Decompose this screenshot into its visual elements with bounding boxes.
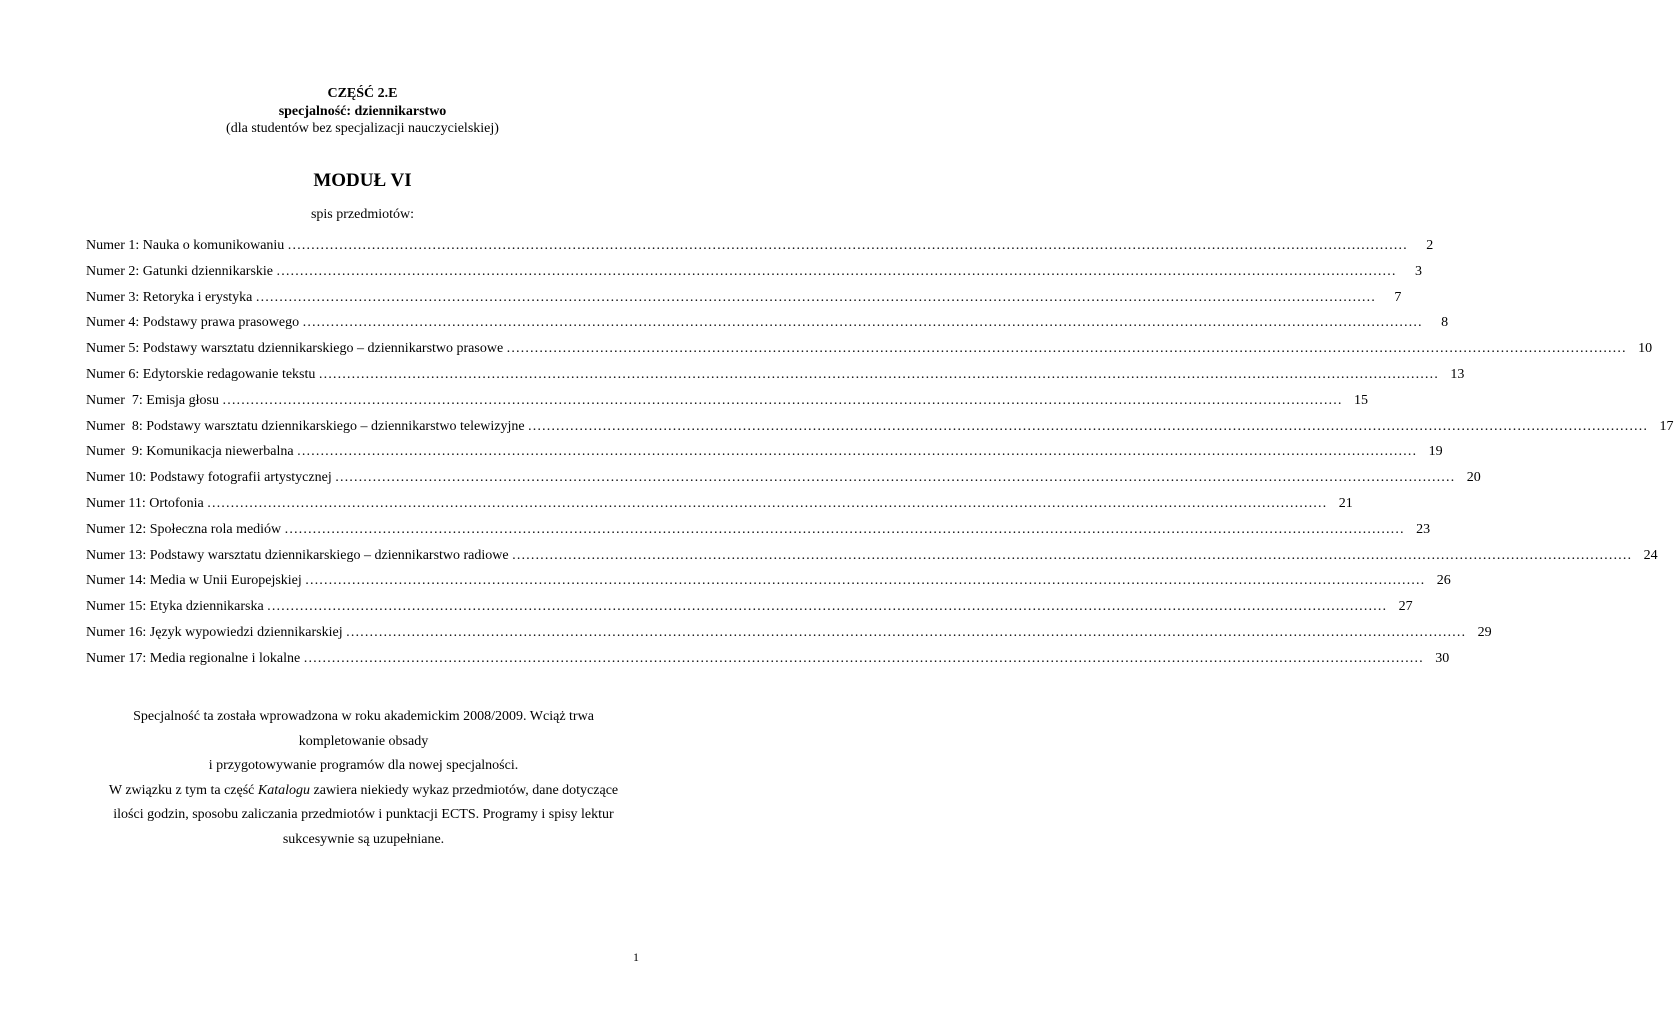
toc-leader-dots: …………………………………………………………………………………………………………………………………………………………………………………………………………………… (302, 315, 1423, 331)
toc-entry-number: Numer 9: (86, 444, 143, 460)
toc-entry-page: 20 (1466, 470, 1481, 486)
toc-entry-title: Edytorskie redagowanie tekstu (142, 366, 316, 382)
toc-leader-dots: …………………………………………………………………………………………………………………………………………………………………………………………………………………… (304, 573, 1425, 589)
note-text: W związku z tym ta część (108, 782, 258, 798)
toc-entry-number: Numer 13: (86, 547, 147, 563)
toc-entry-title: Podstawy warsztatu dziennikarskiego – dziennikarstwo telewizyjne (146, 418, 525, 434)
module-title: MODUŁ VI (313, 170, 412, 191)
page-number: 1 (633, 950, 639, 964)
toc-entry (86, 573, 1451, 599)
toc-entry (86, 444, 1443, 470)
toc-leader-dots: …………………………………………………………………………………………………………………………………………………………………………………………………………………… (511, 547, 1632, 563)
toc-entry-number: Numer 6: (86, 366, 140, 382)
toc-entry-page: 27 (1398, 599, 1413, 615)
toc-entry-number: Numer 12: (86, 521, 147, 537)
toc-leader-dots: …………………………………………………………………………………………………………………………………………………………………………………………………………………… (506, 341, 1627, 357)
toc-entry-number: Numer 14: (86, 573, 147, 589)
note-line: i przygotowywanie programów dla nowej specjalności. (208, 758, 519, 773)
toc-entry-title: Nauka o komunikowaniu (142, 238, 285, 253)
toc-entry (86, 418, 1674, 445)
toc-entry (86, 495, 1353, 522)
part-heading: CZĘŚĆ 2.E (327, 86, 398, 101)
toc-leader-dots: …………………………………………………………………………………………………………………………………………………………………………………………………………………… (345, 624, 1466, 640)
toc-entry-number: Numer 5: (86, 341, 140, 357)
toc-entry-page: 10 (1638, 341, 1653, 357)
toc-entry-title: Podstawy warsztatu dziennikarskiego – dziennikarstwo prasowe (142, 341, 504, 357)
specialty-heading: specjalność: dziennikarstwo (278, 104, 447, 119)
note-text: zawiera niekiedy wykaz przedmiotów, dane dotyczące (310, 782, 619, 798)
toc-entry-number: Numer 3: (86, 289, 140, 305)
toc-entry (86, 650, 1450, 677)
toc-entry-title: Podstawy prawa prasowego (142, 315, 300, 331)
toc-entry-page: 3 (1415, 263, 1423, 279)
specialty-note: (dla studentów bez specjalizacji nauczycielskiej) (226, 121, 499, 136)
toc-leader-dots: …………………………………………………………………………………………………………………………………………………………………………………………………………………… (334, 470, 1455, 486)
toc-leader-dots: …………………………………………………………………………………………………………………………………………………………………………………………………………………… (206, 495, 1327, 511)
toc-entry-page: 8 (1441, 315, 1449, 331)
toc-entry (86, 624, 1492, 651)
toc-entry-page: 29 (1477, 624, 1492, 640)
toc-entry-title: Ortofonia (149, 495, 204, 511)
toc-entry-number: Numer 8: (86, 418, 143, 434)
toc-entry-number: Numer 2: (86, 263, 140, 279)
toc-leader-dots: …………………………………………………………………………………………………………………………………………………………………………………………………………………… (266, 599, 1387, 615)
toc-leader-dots: …………………………………………………………………………………………………………………………………………………………………………………………………………………… (318, 366, 1439, 382)
toc-entry (86, 521, 1431, 548)
toc-entry-page: 13 (1450, 366, 1465, 382)
toc-entry-title: Podstawy warsztatu dziennikarskiego – dziennikarstwo radiowe (149, 547, 509, 563)
toc-entry (86, 263, 1423, 290)
toc-leader-dots: …………………………………………………………………………………………………………………………………………………………………………………………………………………… (527, 418, 1648, 434)
toc-entry-page: 15 (1354, 392, 1368, 408)
toc-entry-title: Media regionalne i lokalne (149, 650, 301, 666)
toc-entry (86, 315, 1449, 341)
toc-entry-page: 7 (1394, 289, 1402, 305)
toc-entry-page: 2 (1426, 238, 1434, 253)
toc-entry-number: Numer 4: (86, 315, 140, 331)
toc-leader-dots: …………………………………………………………………………………………………………………………………………………………………………………………………………………… (296, 444, 1417, 460)
toc-entry-number: Numer 15: (86, 599, 147, 615)
toc-entry-title: Media w Unii Europejskiej (149, 573, 302, 589)
toc-entry-number: Numer 16: (86, 624, 147, 640)
toc-entry-number: Numer 1: (86, 238, 140, 253)
toc-entry (86, 470, 1481, 496)
toc-entry (86, 238, 1434, 264)
toc-entry-number: Numer 10: (86, 470, 147, 486)
toc-entry-page: 30 (1435, 650, 1450, 666)
toc-entry-number: Numer 17: (86, 650, 147, 666)
toc-entry (86, 599, 1413, 625)
toc-entry-title: Komunikacja niewerbalna (146, 444, 294, 460)
toc-leader-dots: …………………………………………………………………………………………………………………………………………………………………………………………………………………… (287, 238, 1408, 253)
toc-entry-number: Numer 11: (86, 495, 146, 511)
toc-leader-dots: …………………………………………………………………………………………………………………………………………………………………………………………………………………… (303, 650, 1424, 666)
toc-entry-title: Gatunki dziennikarskie (142, 263, 274, 279)
toc-entry-page: 23 (1416, 521, 1431, 537)
catalog-word: Katalogu (257, 782, 311, 798)
toc-entry-title: Etyka dziennikarska (149, 599, 264, 615)
toc-entry (86, 392, 1368, 419)
note-line (86, 779, 641, 804)
toc-entry-title: Język wypowiedzi dziennikarskiej (149, 624, 343, 640)
toc-entry-page: 17 (1659, 418, 1674, 434)
toc-entry-title: Retoryka i erystyka (142, 289, 253, 305)
toc-entry (86, 289, 1402, 316)
note-line: kompletowanie obsady (298, 733, 429, 749)
toc-entry-page: 24 (1643, 547, 1658, 563)
toc-leader-dots: …………………………………………………………………………………………………………………………………………………………………………………………………………………… (255, 289, 1376, 305)
toc-leader-dots: …………………………………………………………………………………………………………………………………………………………………………………………………………………… (276, 263, 1397, 279)
note-line: sukcesywnie są uzupełniane. (282, 831, 445, 847)
toc-entry-title: Podstawy fotografii artystycznej (149, 470, 332, 486)
specialty-info (86, 705, 641, 852)
note-line: ilości godzin, sposobu zaliczania przedmiotów i punktacji ECTS. Programy i spisy lektur (113, 807, 614, 822)
toc-entry-title: Emisja głosu (146, 392, 219, 408)
note-line: Specjalność ta została wprowadzona w roku akademickim 2008/2009. Wciąż trwa (133, 709, 594, 724)
toc-entry-title: Społeczna rola mediów (149, 521, 282, 537)
toc-entry-number: Numer 7: (86, 392, 143, 408)
toc-entry-page: 19 (1428, 444, 1443, 460)
toc-leader-dots: …………………………………………………………………………………………………………………………………………………………………………………………………………………… (222, 392, 1342, 408)
toc-entry (86, 547, 1658, 574)
toc-entry (86, 366, 1465, 393)
toc-leader-dots: …………………………………………………………………………………………………………………………………………………………………………………………………………………… (284, 521, 1405, 537)
table-of-contents (86, 238, 1674, 677)
toc-title: spis przedmiotów: (310, 207, 415, 222)
toc-entry (86, 341, 1653, 367)
toc-entry-page: 21 (1338, 495, 1353, 511)
toc-entry-page: 26 (1436, 573, 1451, 589)
